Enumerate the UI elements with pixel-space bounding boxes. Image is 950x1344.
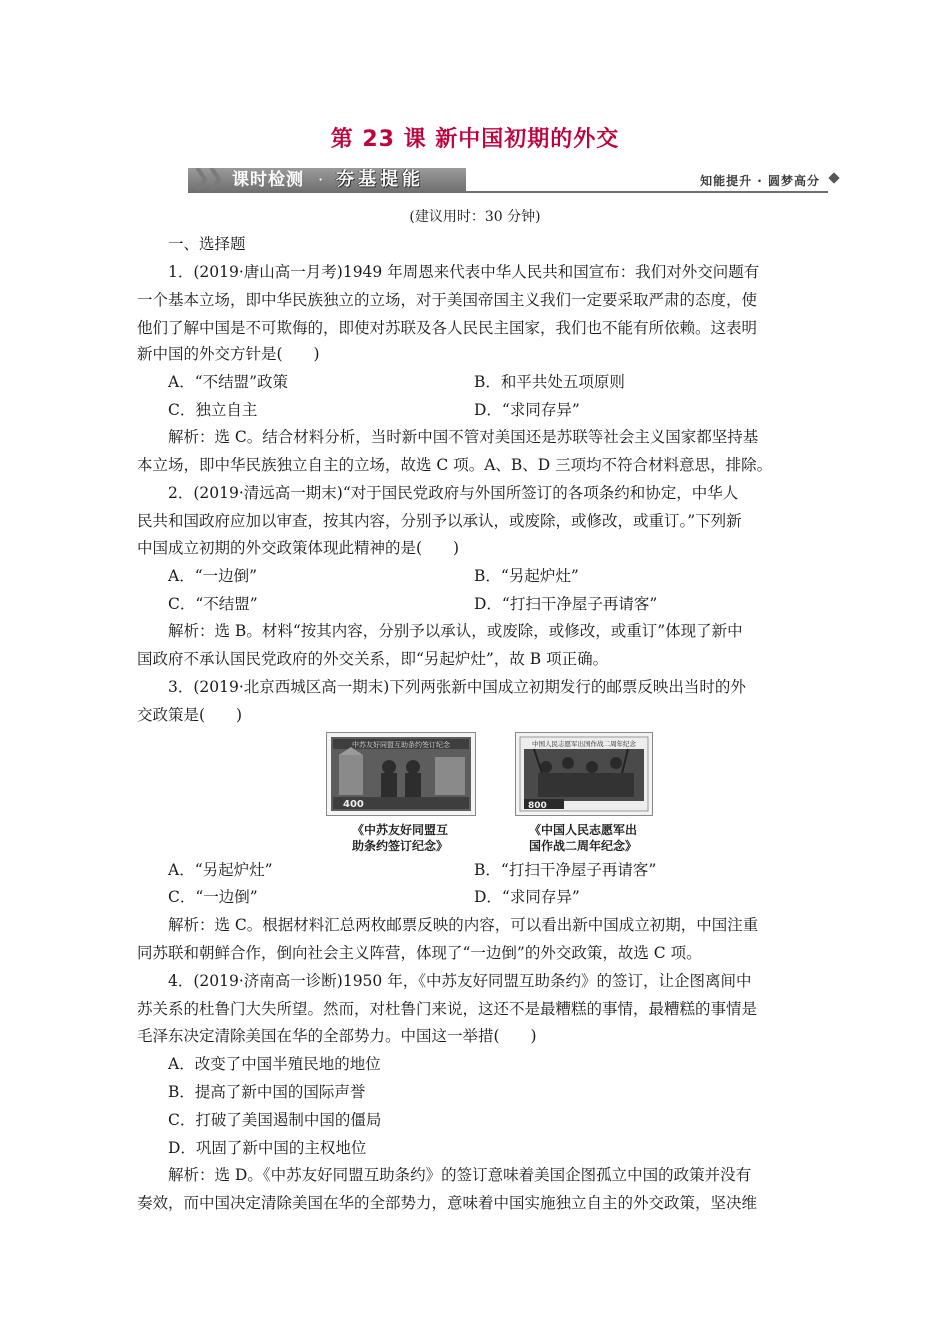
option-a: A．“另起炉灶”	[168, 861, 273, 879]
stamp-header: 中苏友好同盟互助条约签订纪念	[352, 741, 450, 749]
banner-slogan: 知能提升 · 圆梦高分	[700, 174, 820, 188]
time-note: (建议用时：30 分钟)	[409, 209, 541, 225]
stamp-caption	[505, 822, 661, 854]
stamp-volunteers-anniversary	[515, 732, 653, 816]
chevron-right-icon: ❯	[206, 166, 225, 191]
option-c: C．独立自主	[168, 401, 258, 419]
caption-line: 《中苏友好同盟互	[351, 823, 448, 837]
analysis-line: 本立场，即中华民族独立自主的立场，故选 C 项。A、B、D 三项均不符合材料意思，排除。	[137, 456, 773, 474]
analysis-line: 奏效，而中国决定清除美国在华的全部势力，意味着中国实施独立自主的外交政策，坚决维	[137, 1194, 758, 1212]
banner-bar	[188, 168, 466, 192]
analysis-line: 解析：选 C。根据材料汇总两枚邮票反映的内容，可以看出新中国成立初期，中国注重	[168, 916, 759, 934]
stamp-value: 800	[528, 801, 547, 811]
section-banner	[168, 162, 848, 196]
stamp-caption	[326, 822, 474, 854]
option-a: A．“一边倒”	[168, 567, 258, 585]
question-line: 新中国的外交方针是( )	[137, 345, 320, 363]
question-line: 民共和国政府应加以审查，按其内容，分别予以承认，或废除，或修改，或重订。”下列新	[137, 512, 742, 530]
banner-dot: ·	[318, 170, 324, 189]
stamp-header: 中国人民志愿军出国作战二周年纪念	[532, 740, 636, 748]
stamp-value: 400	[343, 799, 364, 810]
question-line: 交政策是( )	[137, 706, 243, 724]
option-a: A．“不结盟”政策	[168, 373, 289, 391]
option-b: B．和平共处五项原则	[474, 373, 625, 391]
question-line: 3．(2019·北京西城区高一期末)下列两张新中国成立初期发行的邮票反映出当时的外	[168, 678, 746, 696]
caption-line: 《中国人民志愿军出	[528, 823, 637, 837]
lesson-title: 第 23 课 新中国初期的外交	[330, 127, 620, 152]
question-line: 1．(2019·唐山高一月考)1949 年周恩来代表中华人民共和国宣布：我们对外交问题有	[168, 263, 760, 281]
question-line: 一个基本立场，即中华民族独立的立场，对于美国帝国主义我们一定要采取严肃的态度，使	[137, 291, 758, 309]
section-heading: 一、选择题	[168, 235, 246, 253]
stamp-sino-soviet-treaty	[326, 732, 476, 816]
option-d: D．“求同存异”	[474, 888, 580, 906]
analysis-line: 解析：选 D。《中苏友好同盟互助条约》的签订意味着美国企图孤立中国的政策并没有	[168, 1166, 752, 1184]
chevron-right-icon: ❯	[192, 166, 211, 191]
analysis-line: 同苏联和朝鲜合作，倒向社会主义阵营，体现了“一边倒”的外交政策，故选 C 项。	[137, 944, 702, 962]
question-line: 4．(2019·济南高一诊断)1950 年，《中苏友好同盟互助条约》的签订，让企图离间中	[168, 972, 752, 990]
analysis-line: 国政府不承认国民党政府的外交关系，即“另起炉灶”，故 B 项正确。	[137, 650, 609, 668]
option-b: B．“另起炉灶”	[474, 567, 579, 585]
caption-line: 国作战二周年纪念》	[528, 839, 637, 853]
stamp-image	[327, 733, 475, 815]
question-line: 苏关系的杜鲁门大失所望。然而，对杜鲁门来说，这还不是最糟糕的事情，最糟糕的事情是	[137, 1000, 758, 1018]
option-d: D．“求同存异”	[474, 401, 580, 419]
option-d: D．“打扫干净屋子再请客”	[474, 595, 658, 613]
option-b: B．提高了新中国的国际声誉	[168, 1083, 366, 1101]
question-line: 毛泽东决定清除美国在华的全部势力。中国这一举措( )	[137, 1027, 537, 1045]
banner-label: 课时检测	[232, 170, 304, 190]
option-d: D．巩固了新中国的主权地位	[168, 1139, 367, 1157]
question-line: 他们了解中国是不可欺侮的，即使对苏联及各人民民主国家，我们也不能有所依赖。这表明	[137, 319, 758, 337]
stamp-image	[516, 733, 652, 815]
option-c: C．“不结盟”	[168, 595, 258, 613]
question-line: 中国成立初期的外交政策体现此精神的是( )	[137, 539, 460, 557]
option-c: C．“一边倒”	[168, 888, 258, 906]
option-a: A．改变了中国半殖民地的地位	[168, 1055, 381, 1073]
diamond-icon	[828, 172, 839, 183]
option-c: C．打破了美国遏制中国的僵局	[168, 1111, 382, 1129]
analysis-line: 解析：选 C。结合材料分析，当时新中国不管对美国还是苏联等社会主义国家都坚持基	[168, 428, 759, 446]
question-line: 2．(2019·清远高一期末)“对于国民党政府与外国所签订的各项条约和协定，中华人	[168, 484, 739, 502]
caption-line: 助条约签订纪念》	[351, 839, 448, 853]
option-b: B．“打扫干净屋子再请客”	[474, 861, 657, 879]
banner-badge: 夯基提能	[336, 169, 424, 190]
analysis-line: 解析：选 B。材料“按其内容，分别予以承认，或废除，或修改，或重订”体现了新中	[168, 622, 743, 640]
